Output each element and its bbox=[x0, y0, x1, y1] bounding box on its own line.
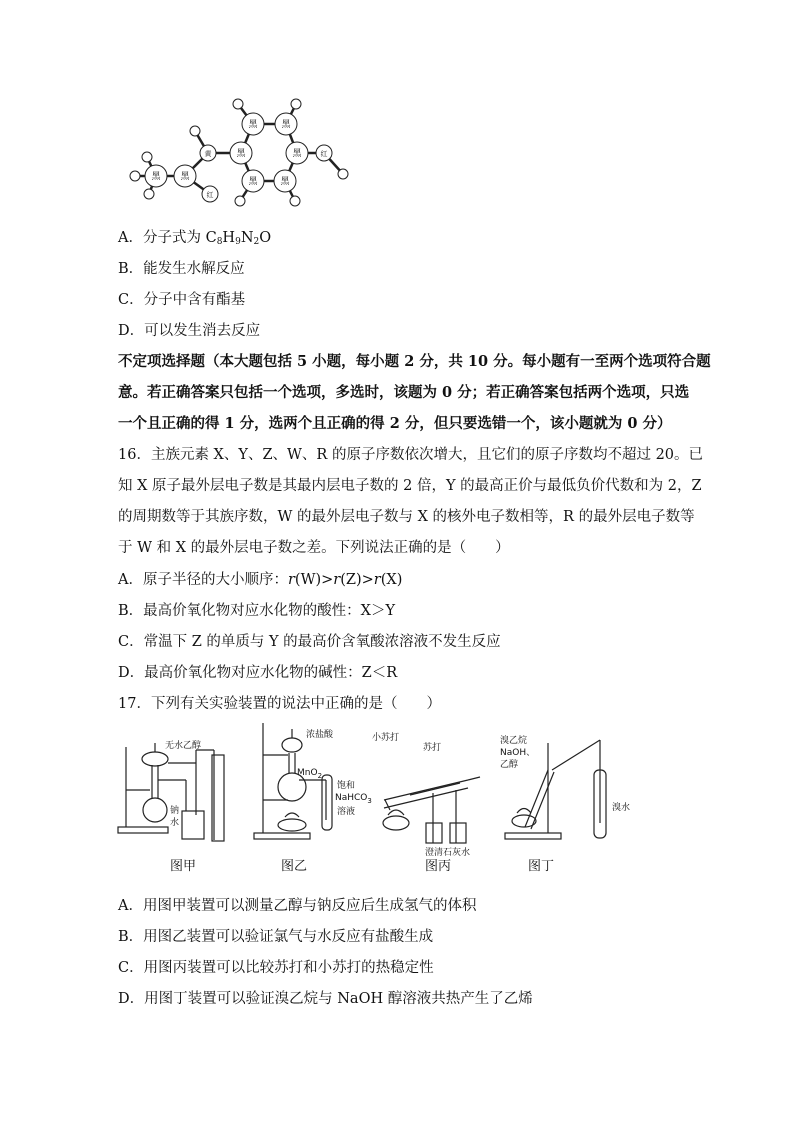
q16-stem-1: 16．主族元素 X、Y、Z、W、R 的原子序数依次增大，且它们的原子序数均不超过 20。已 bbox=[118, 447, 704, 463]
atom-label: 红 bbox=[320, 150, 328, 158]
q16-stem-4: 于 W 和 X 的最外层电子数之差。下列说法正确的是（ ） bbox=[118, 540, 510, 556]
apparatus-figure bbox=[0, 715, 794, 875]
q17-option-a: A．用图甲装置可以测量乙醇与钠反应后生成氢气的体积 bbox=[118, 898, 477, 914]
atom-label: 红 bbox=[206, 191, 214, 199]
figure-label-ding: 图丁 bbox=[528, 859, 555, 874]
q15-option-d: D．可以发生消去反应 bbox=[118, 323, 261, 339]
label-bromoethane: 溴乙烷 bbox=[500, 736, 528, 746]
formula-part: (Z)> bbox=[340, 572, 374, 588]
q16-option-c: C．常温下 Z 的单质与 Y 的最高价含氧酸浓溶液不发生反应 bbox=[118, 634, 501, 650]
q16-option-b: B．最高价氧化物对应水化物的酸性：X＞Y bbox=[118, 603, 396, 619]
label-baking-soda: 小苏打 bbox=[372, 733, 400, 743]
section-instructions-3: 一个且正确的得 1 分，选两个且正确的得 2 分，但只要选错一个，该小题就为 0 分） bbox=[118, 415, 672, 432]
q17-option-c: C．用图丙装置可以比较苏打和小苏打的热稳定性 bbox=[118, 960, 434, 976]
formula-part: (W)> bbox=[294, 572, 334, 588]
label-solution: 溶液 bbox=[337, 807, 356, 817]
label-water: 水 bbox=[170, 818, 180, 828]
q17-option-d: D．用图丁装置可以验证溴乙烷与 NaOH 醇溶液共热产生了乙烯 bbox=[118, 991, 533, 1007]
q16-option-d: D．最高价氧化物对应水化物的碱性：Z＜R bbox=[118, 665, 398, 681]
atom-label: 黑 bbox=[248, 177, 258, 187]
label-saturated: 饱和 bbox=[337, 781, 356, 791]
figure-label-jia: 图甲 bbox=[170, 859, 197, 874]
q15-option-c: C．分子中含有酯基 bbox=[118, 292, 246, 308]
atom-label: 黑 bbox=[151, 172, 161, 182]
atom-label: 黑 bbox=[280, 177, 290, 187]
q16-a-text: A．原子半径的大小顺序： bbox=[118, 572, 288, 588]
formula-part: H bbox=[222, 230, 236, 246]
label-naoh: NaOH、 bbox=[500, 748, 536, 758]
q15-option-a bbox=[118, 228, 271, 248]
label-bromine-water: 溴水 bbox=[612, 803, 631, 813]
atom-label: 黑 bbox=[236, 149, 246, 159]
q17-option-b: B．用图乙装置可以验证氯气与水反应有盐酸生成 bbox=[118, 929, 434, 945]
atom-label: 黑 bbox=[292, 149, 302, 159]
subscript: 2 bbox=[253, 237, 260, 247]
subscript: 8 bbox=[216, 237, 223, 247]
section-instructions-2: 意。若正确答案只包括一个选项，多选时，该题为 0 分；若正确答案包括两个选项，只选 bbox=[118, 384, 690, 401]
label-conc-hcl: 浓盐酸 bbox=[306, 730, 334, 740]
atom-label: 黑 bbox=[180, 172, 190, 182]
q15-a-text: A．分子式为 C bbox=[118, 230, 217, 246]
q16-stem-2: 知 X 原子最外层电子数是其最内层电子数的 2 倍，Y 的最高正价与最低负价代数和为 2，Z bbox=[118, 478, 702, 494]
formula-part: O bbox=[259, 230, 272, 246]
q15-option-b: B．能发生水解反应 bbox=[118, 261, 245, 277]
figure-label-bing: 图丙 bbox=[425, 859, 452, 874]
radius-symbol: r bbox=[287, 572, 295, 588]
label-ethanol: 无水乙醇 bbox=[165, 741, 202, 751]
radius-symbol: r bbox=[373, 572, 381, 588]
formula-part: N bbox=[240, 230, 254, 246]
label-limewater: 澄清石灰水 bbox=[425, 848, 471, 858]
q16-stem-3: 的周期数等于其族序数，W 的最外层电子数与 X 的核外电子数相等，R 的最外层电子数等 bbox=[118, 509, 695, 525]
atom-label: 黄 bbox=[204, 150, 212, 158]
subscript: 9 bbox=[235, 237, 241, 247]
figure-label-yi: 图乙 bbox=[281, 859, 308, 874]
label-soda-ash: 苏打 bbox=[423, 743, 442, 753]
radius-symbol: r bbox=[333, 572, 341, 588]
section-instructions-1: 不定项选择题（本大题包括 5 小题，每小题 2 分，共 10 分。每小题有一至两个选项符合题 bbox=[118, 353, 711, 370]
molecule-model bbox=[0, 0, 794, 230]
atom-label: 黑 bbox=[281, 120, 291, 130]
label-nahco3: NaHCO$_3$ bbox=[335, 793, 372, 805]
label-mno2: MnO$_2$ bbox=[297, 768, 323, 780]
q17-stem: 17．下列有关实验装置的说法中正确的是（ ） bbox=[118, 696, 441, 712]
q16-option-a bbox=[118, 570, 402, 590]
atom-label: 黑 bbox=[248, 120, 258, 130]
label-ethanol-ding: 乙醇 bbox=[500, 760, 519, 770]
label-sodium: 钠 bbox=[170, 806, 180, 816]
formula-part: (X) bbox=[380, 572, 403, 588]
